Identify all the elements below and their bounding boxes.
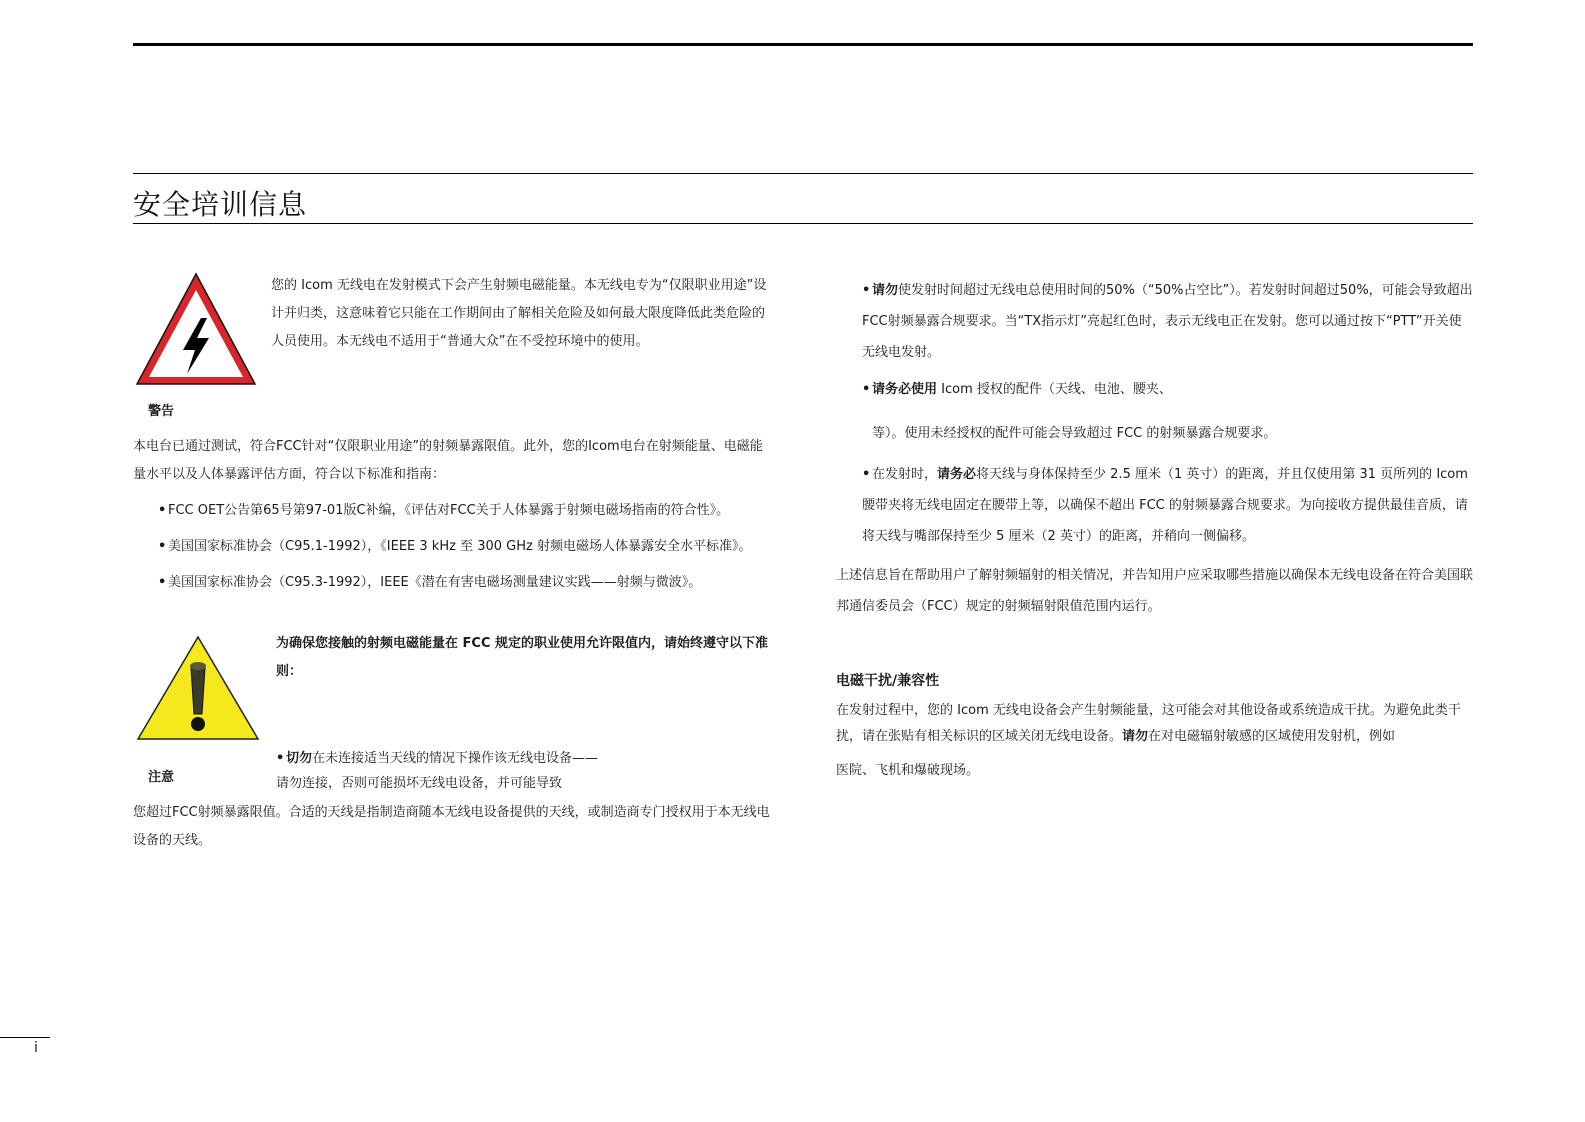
standards-intro: 本电台已通过测试，符合FCC针对“仅限职业用途”的射频暴露限值。此外，您的Icom电台在射频能量、电磁能量水平以及人体暴露评估方面，符合以下标准和指南： bbox=[133, 439, 763, 482]
rule-item-3-pre: 在发射时， bbox=[872, 467, 938, 482]
rule-item-3-text: 将天线与身体保持至少 2.5 厘米（1 英寸）的距离，并且仅使用第 31 页所列的 Icom 腰带夹将无线电固定在腰带上等，以确保不超出 FCC 的射频暴露合规要求。为向接收方提供最佳音质，请将天线与嘴部保持至少 5 厘米（2 英寸）的距离，并稍向一侧偏移。 bbox=[862, 467, 1468, 544]
emi-heading: 电磁干扰/兼容性 bbox=[836, 673, 940, 689]
rule-item-2: • 请务必使用 Icom 授权的配件（天线、电池、腰夹、 bbox=[862, 382, 1172, 397]
standard-text: 美国国家标准协会（C95.3-1992），IEEE《潜在有害电磁场测量建议实践——射频与微波》。 bbox=[168, 575, 702, 590]
page-number: i bbox=[34, 1040, 38, 1056]
emi-text-1: 在发射过程中，您的 Icom 无线电设备会产生射频能量，这可能会对其他设备或系统造成干扰。为避免此类干扰，请在张贴有相关标识的区域关闭无线电设备。 bbox=[836, 703, 1461, 744]
caution-heading: 为确保您接触的射频电磁能量在 FCC 规定的职业使用允许限值内，请始终遵守以下准则： bbox=[276, 636, 769, 679]
title-bottom-rule bbox=[133, 223, 1473, 224]
warning-label: 警告 bbox=[148, 404, 175, 419]
emi-paragraph bbox=[836, 698, 1476, 750]
top-rule bbox=[133, 43, 1473, 46]
standard-item: • FCC OET公告第65号第97-01版C补编，《评估对FCC关于人体暴露于射频电磁场指南的符合性》。 bbox=[158, 503, 730, 518]
emi-bold: 请勿 bbox=[1122, 729, 1149, 744]
page-number-rule bbox=[0, 1037, 50, 1038]
caution-bullet-line2: 请勿连接，否则可能损坏无线电设备，并可能导致 bbox=[276, 776, 563, 791]
rule-item-2-continued: 等）。使用未经授权的配件可能会导致超过 FCC 的射频暴露合规要求。 bbox=[872, 426, 1277, 441]
caution-bullet-line1: 在未连接适当天线的情况下操作该无线电设备—— bbox=[312, 751, 599, 766]
standard-text: 美国国家标准协会（C95.1-1992），《IEEE 3 kHz 至 300 GHz 射频电磁场人体暴露安全水平标准》。 bbox=[168, 539, 752, 554]
caution-bullet-continued: 您超过FCC射频暴露限值。合适的天线是指制造商随本无线电设备提供的天线，或制造商专门授权用于本无线电设备的天线。 bbox=[133, 805, 770, 848]
standard-item: • 美国国家标准协会（C95.1-1992），《IEEE 3 kHz 至 300 GHz 射频电磁场人体暴露安全水平标准》。 bbox=[158, 539, 752, 554]
rule-item-1: • 请勿使发射时间超过无线电总使用时间的50%（“50%占空比”）。若发射时间超过50%，可能会导致超出FCC射频暴露合规要求。当“TX指示灯”亮起红色时，表示无线电正在发射。您可以通过按下“PTT”开关使无线电发射。 bbox=[862, 283, 1473, 360]
page-title: 安全培训信息 bbox=[133, 188, 308, 221]
standard-text: FCC OET公告第65号第97-01版C补编，《评估对FCC关于人体暴露于射频电磁场指南的符合性》。 bbox=[168, 503, 730, 518]
caution-bullet-bold: 切勿 bbox=[286, 751, 313, 766]
rule-item-2-text: Icom 授权的配件（天线、电池、腰夹、 bbox=[937, 382, 1172, 397]
title-top-rule bbox=[133, 173, 1473, 174]
rule-item-1-bold: 请勿 bbox=[872, 283, 899, 298]
warning-icon bbox=[133, 270, 259, 388]
rule-item-1-text: 使发射时间超过无线电总使用时间的50%（“50%占空比”）。若发射时间超过50%，可能会导致超出FCC射频暴露合规要求。当“TX指示灯”亮起红色时，表示无线电正在发射。您可以通过按下“PTT”开关使无线电发射。 bbox=[862, 283, 1473, 360]
rule-item-2-bold: 请务必使用 bbox=[872, 382, 938, 397]
standard-item: • 美国国家标准协会（C95.3-1992），IEEE《潜在有害电磁场测量建议实践——射频与微波》。 bbox=[158, 575, 702, 590]
emi-text-2: 在对电磁辐射敏感的区域使用发射机，例如 bbox=[1148, 729, 1396, 744]
rule-item-3-bold: 请务必 bbox=[937, 467, 977, 482]
summary-paragraph: 上述信息旨在帮助用户了解射频辐射的相关情况，并告知用户应采取哪些措施以确保本无线电设备在符合美国联邦通信委员会（FCC）规定的射频辐射限值范围内运行。 bbox=[836, 568, 1474, 614]
caution-icon bbox=[135, 634, 261, 742]
rule-item-3: • 在发射时，请务必将天线与身体保持至少 2.5 厘米（1 英寸）的距离，并且仅使用第 31 页所列的 Icom 腰带夹将无线电固定在腰带上等，以确保不超出 FCC 的射频暴露合规要求。为向接收方提供最佳音质，请将天线与嘴部保持至少 5 厘米（2 英寸）的距离，并稍向一侧偏移。 bbox=[862, 467, 1468, 544]
emi-text-3: 医院、飞机和爆破现场。 bbox=[836, 763, 980, 778]
caution-bullet: • 切勿在未连接适当天线的情况下操作该无线电设备—— bbox=[276, 751, 599, 766]
caution-label: 注意 bbox=[148, 770, 175, 785]
warning-text: 您的 Icom 无线电在发射模式下会产生射频电磁能量。本无线电专为“仅限职业用途”设计并归类，这意味着它只能在工作期间由了解相关危险及如何最大限度降低此类危险的人员使用。本无线电不适用于“普通大众”在不受控环境中的使用。 bbox=[271, 278, 767, 349]
